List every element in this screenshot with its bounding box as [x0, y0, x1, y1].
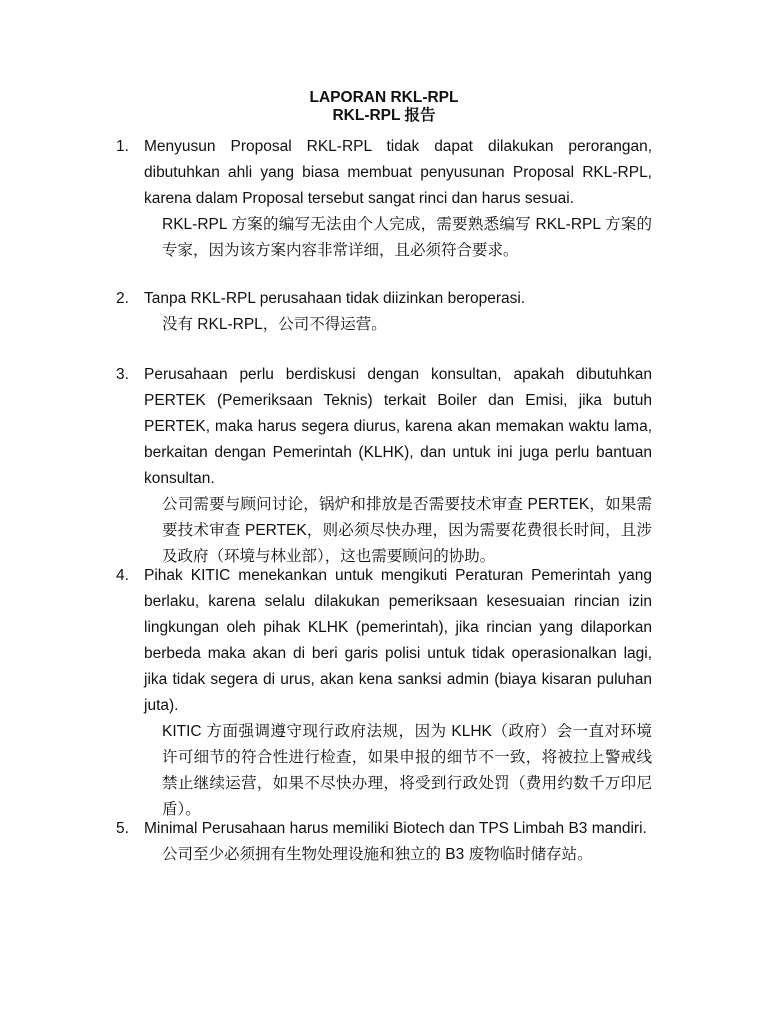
list-item-text: Menyusun Proposal RKL-RPL tidak dapat dilakukan perorangan, dibutuhkan ahli yang biasa membuat penyusunan Proposal RKL-RPL, karena dalam Proposal tersebut sangat rinci dan harus sesuai. [144, 138, 652, 207]
list-item-number: 2. [116, 290, 129, 307]
list-item-translation: RKL-RPL 方案的编写无法由个人完成，需要熟悉编写 RKL-RPL 方案的专家，因为该方案内容非常详细，且必须符合要求。 [162, 216, 652, 259]
list-item [116, 286, 652, 338]
list-item-text: Perusahaan perlu berdiskusi dengan konsultan, apakah dibutuhkan PERTEK (Pemeriksaan Teknis) terkait Boiler dan Emisi, jika butuh PERTEK, maka harus segera diurus, karena akan memakan waktu lama, berkaitan dengan Pemerintah (KLHK), dan untuk ini juga perlu bantuan konsultan. [144, 366, 652, 487]
list-item [116, 563, 652, 823]
list-item-number: 1. [116, 138, 129, 155]
list-item-number: 3. [116, 366, 129, 383]
list-item [116, 816, 652, 868]
document-title: LAPORAN RKL-RPL [309, 89, 459, 106]
list-item-text: Pihak KITIC menekankan untuk mengikuti Peraturan Pemerintah yang berlaku, karena selalu dilakukan pemeriksaan kesesuaian rincian izin lingkungan oleh pihak KLHK (pemerintah), jika rincian yang dilaporkan berbeda maka akan di beri garis polisi untuk tidak operasionalkan lagi, jika tidak segera di urus, akan kena sanksi admin (biaya kisaran puluhan juta). [144, 567, 652, 714]
list-item-translation: 公司至少必须拥有生物处理设施和独立的 B3 废物临时储存站。 [162, 846, 593, 863]
list-item-number: 4. [116, 567, 129, 584]
list-item-text: Tanpa RKL-RPL perusahaan tidak diizinkan beroperasi. [144, 290, 526, 307]
list-item [116, 134, 652, 264]
list-item-translation: 没有 RKL-RPL，公司不得运营。 [162, 316, 387, 333]
list-item-translation: KITIC 方面强调遵守现行政府法规，因为 KLHK（政府）会一直对环境许可细节的符合性进行检查，如果申报的细节不一致，将被拉上警戒线禁止继续运营，如果不尽快办理，将受到行政处罚（费用约数千万印尼盾）。 [162, 723, 652, 818]
list-item-text: Minimal Perusahaan harus memiliki Biotech dan TPS Limbah B3 mandiri. [144, 820, 647, 837]
list-item-number: 5. [116, 820, 129, 837]
list-item [116, 362, 652, 570]
list-item-translation: 公司需要与顾问讨论，锅炉和排放是否需要技术审查 PERTEK，如果需要技术审查 PERTEK，则必须尽快办理，因为需要花费很长时间，且涉及政府（环境与林业部），这也需要顾问的协助。 [162, 496, 652, 565]
document-subtitle: RKL-RPL 报告 [332, 107, 436, 124]
